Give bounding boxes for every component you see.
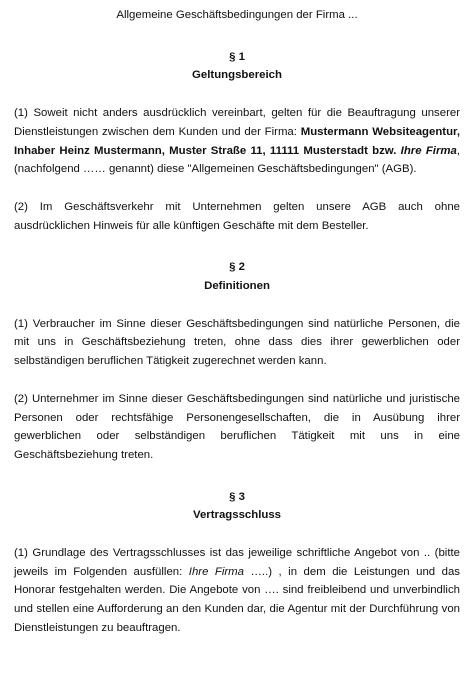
paragraph [14, 198, 460, 235]
text-run-bold-italic: Ihre Firma [400, 144, 457, 157]
text-run: , (nachfolgend …… genannt) diese "Allgemeinen Geschäftsbedingungen" (AGB). [14, 144, 461, 176]
section-number: § 2 [229, 261, 245, 274]
text-run: (1) Verbraucher im Sinne dieser Geschäftsbedingungen sind natürliche Personen, die mit uns in Geschäftsbeziehung treten, ohne dass dies ihrer gewerblichen oder selbständigen beruflichen Tätigkeit zugerechnet werden kann. [14, 317, 460, 368]
text-run-italic: Ihre Firma [188, 565, 245, 578]
section-number: § 1 [229, 50, 245, 63]
section-heading: Vertragsschluss [192, 509, 281, 522]
paragraph [14, 315, 460, 371]
text-run: (1) Soweit nicht anders ausdrücklich vereinbart, gelten für die Beauftragung unserer Dienstleistungen zwischen dem Kunden und der Firma: [14, 107, 460, 138]
text-run: …..) , in dem die Leistungen und das Honorar festgehalten werden. Die Angebote von …. sind freibleibend und unverbindlich und stellen eine Aufforderung an den Kunden dar, die Agentur mit der Durchführung von Dienstleistungen zu beauftragen. [14, 565, 460, 634]
paragraph [14, 104, 460, 179]
paragraph [14, 390, 460, 465]
text-run-bold: Mustermann Websiteagentur, Inhaber Heinz Mustermann, Muster Straße 11, 11111 Musterstadt bzw. [14, 125, 461, 157]
section-geltungsbereich [14, 48, 460, 236]
text-run: (2) Im Geschäftsverkehr mit Unternehmen gelten unsere AGB auch ohne ausdrücklichen Hinweis für alle künftigen Geschäfte mit dem Besteller. [14, 200, 460, 232]
paragraph [14, 544, 460, 638]
section-definitionen [14, 258, 460, 464]
section-vertragsschluss [14, 488, 460, 638]
text-run: (1) Grundlage des Vertragsschlusses ist das jeweilige schriftliche Angebot von .. (bitte jeweils im Folgenden ausfüllen: [14, 547, 460, 578]
section-heading: Definitionen [204, 280, 270, 293]
document-title: Allgemeine Geschäftsbedingungen der Firma ... [116, 9, 358, 21]
section-heading: Geltungsbereich [192, 69, 282, 82]
section-number: § 3 [229, 490, 245, 503]
text-run: (2) Unternehmer im Sinne dieser Geschäftsbedingungen sind natürliche und juristische Personen oder rechtsfähige Personengesellschaften, die in Ausübung ihrer gewerblichen oder selbständigen beruflichen Tätigkeit mit uns in eine Geschäftsbeziehung treten. [14, 392, 460, 461]
